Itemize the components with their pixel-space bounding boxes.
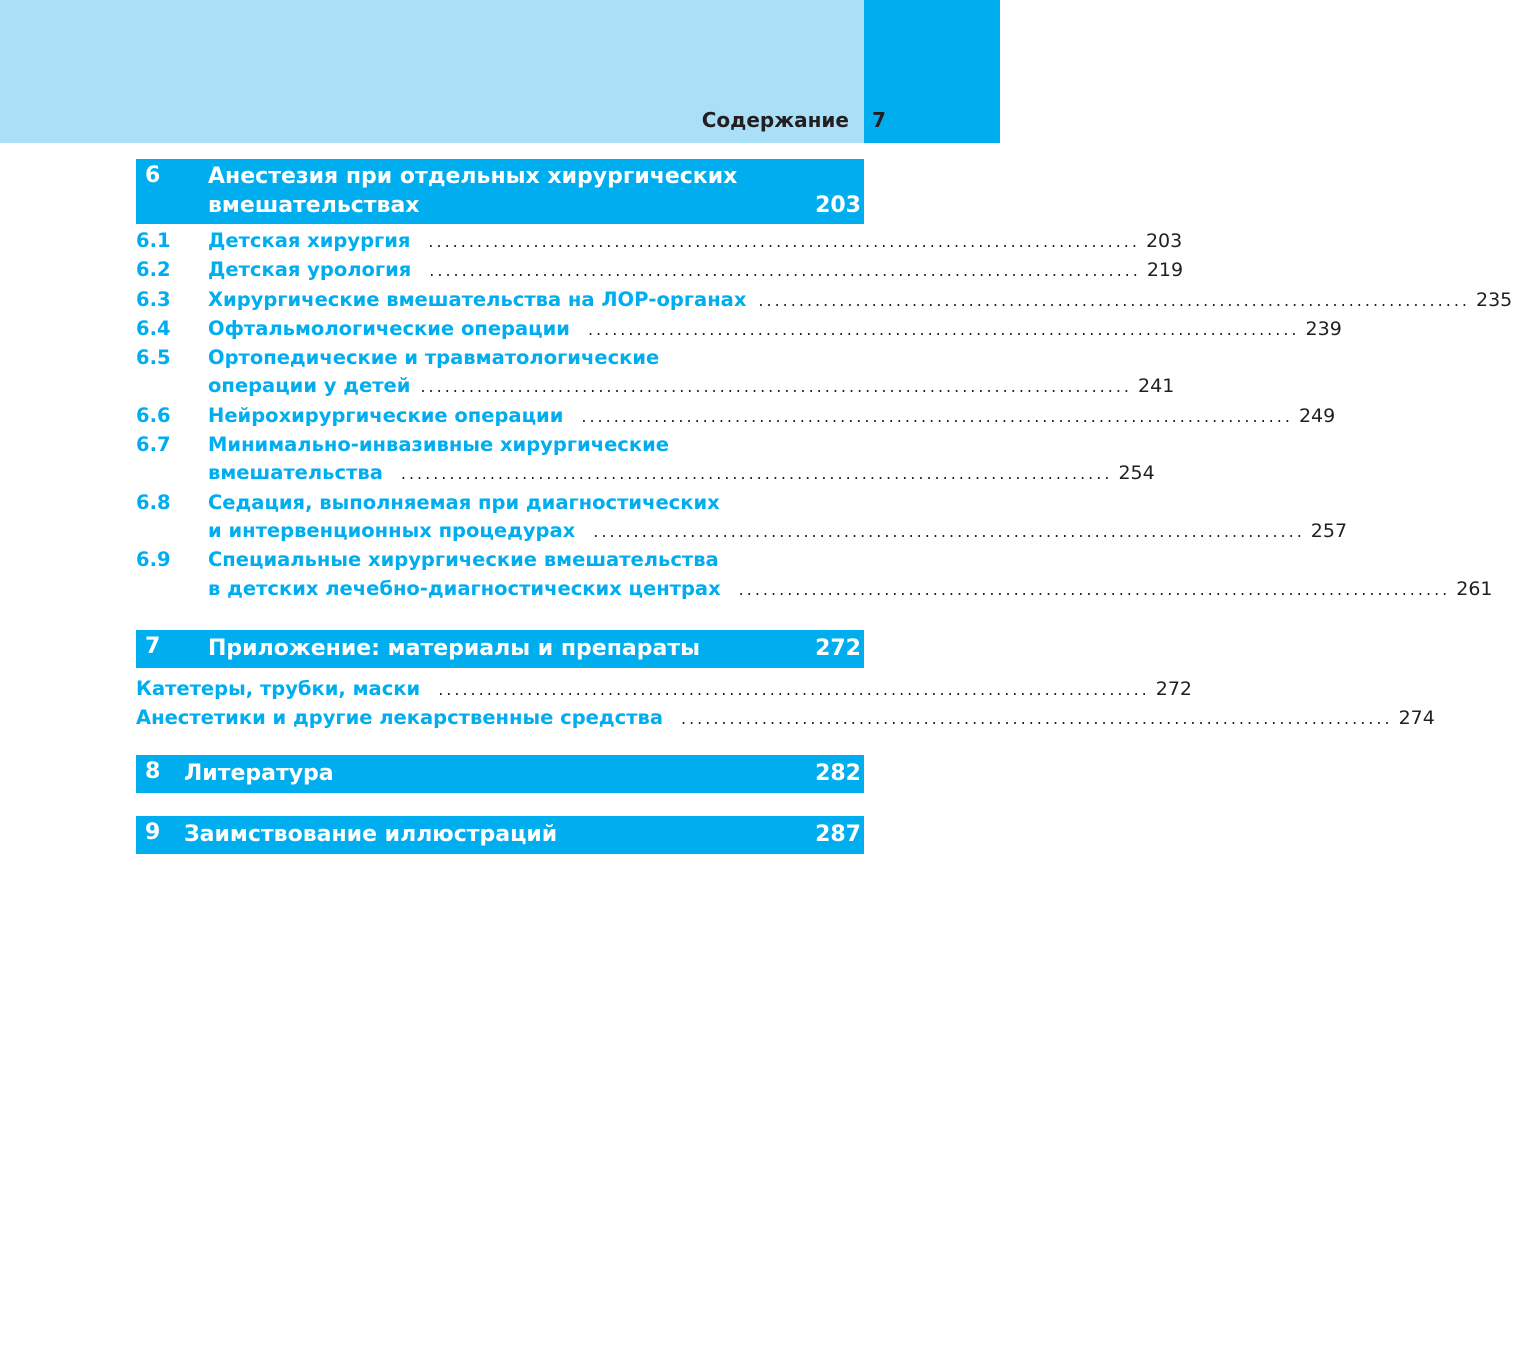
chapter-6-entries: [136, 224, 1513, 604]
entry-title: Офтальмологические операции: [208, 316, 570, 340]
chapter-title-line-2: вмешательствах: [208, 193, 420, 218]
entry-title: Катетеры, трубки, маски: [136, 676, 421, 700]
toc-entry-anesthetics[interactable]: [136, 704, 1435, 733]
toc-entry-6-8[interactable]: [136, 489, 1348, 547]
entry-page: 272: [1155, 677, 1193, 700]
toc-entry-6-7[interactable]: [136, 431, 1155, 489]
entry-title-line-1: Специальные хирургические вмешательства: [208, 548, 719, 572]
entry-page: 219: [1146, 259, 1184, 282]
dot-leader: ........................................................................................: [593, 521, 1305, 541]
chapter-page: 272: [815, 635, 861, 661]
entry-number: 6.7: [136, 433, 171, 457]
chapter-page: 203: [815, 193, 861, 218]
entry-title-line-1: Минимально-инвазивные хирургические: [208, 433, 669, 457]
entry-title-line-2: и интервенционных процедурах: [208, 518, 576, 542]
chapter-number: 9: [145, 820, 161, 846]
chapter-8-heading[interactable]: [136, 755, 864, 793]
dot-leader: ........................................................................................: [428, 232, 1140, 251]
chapter-title: Заимствование иллюстраций: [184, 822, 558, 848]
entry-number: 6.2: [136, 258, 171, 282]
chapter-title: [208, 162, 737, 220]
entry-title: Детская урология: [208, 258, 412, 282]
chapter-number: 8: [145, 759, 161, 785]
toc-entry-6-4[interactable]: [136, 315, 1342, 344]
entry-page: 261: [1456, 577, 1493, 600]
dot-leader: ........................................................................................: [429, 261, 1141, 281]
toc-entry-6-6[interactable]: [136, 402, 1336, 431]
entry-number: 6.1: [136, 229, 171, 252]
toc-entry-6-9[interactable]: [136, 546, 1493, 604]
entry-number: 6.4: [136, 316, 171, 340]
entry-number: 6.9: [136, 548, 171, 572]
running-header-title: Содержание: [701, 108, 849, 132]
dot-leader: ........................................................................................: [581, 406, 1293, 426]
chapter-6-heading[interactable]: [136, 159, 864, 224]
entry-title-line-1: Седация, выполняемая при диагностических: [208, 490, 720, 514]
entry-page: 241: [1138, 375, 1175, 398]
toc-entry-catheters[interactable]: [136, 675, 1193, 704]
dot-leader: ........................................................................................: [738, 579, 1451, 599]
chapter-title: Литература: [184, 761, 334, 787]
dot-leader: ........................................................................................: [587, 319, 1300, 339]
chapter-7-heading[interactable]: [136, 630, 864, 668]
dot-leader: ........................................................................................: [758, 290, 1470, 310]
entry-title: Нейрохирургические операции: [208, 403, 564, 427]
entry-title-line-2: вмешательства: [208, 461, 383, 485]
entry-title-line-2: операции у детей: [208, 374, 411, 398]
toc-entry-6-1[interactable]: [136, 227, 1183, 256]
page-number: 7: [872, 108, 886, 132]
dot-leader: ........................................................................................: [400, 464, 1113, 484]
chapter-title-line-1: Анестезия при отдельных хирургических: [208, 164, 738, 189]
entry-title: Хирургические вмешательства на ЛОР-органах: [208, 287, 747, 311]
entry-number: 6.6: [136, 403, 171, 427]
entry-page: 235: [1475, 288, 1513, 311]
entry-page: 257: [1310, 519, 1348, 542]
chapter-title: Приложение: материалы и препараты: [208, 635, 701, 661]
dot-leader: ........................................................................................: [420, 377, 1133, 397]
chapter-9-heading[interactable]: [136, 816, 864, 854]
entry-page: 254: [1118, 462, 1155, 485]
entry-title: Детская хирургия: [208, 229, 411, 252]
toc-entry-6-5[interactable]: [136, 344, 1175, 402]
chapter-number: 6: [145, 163, 161, 188]
table-of-contents: [136, 159, 1513, 854]
entry-number: 6.8: [136, 490, 171, 514]
entry-number: 6.3: [136, 287, 171, 311]
toc-entry-6-3[interactable]: [136, 286, 1513, 315]
entry-title: Анестетики и другие лекарственные средства: [136, 706, 663, 730]
dot-leader: ........................................................................................: [681, 709, 1393, 729]
entry-title-line-1: Ортопедические и травматологические: [208, 346, 660, 370]
chapter-number: 7: [145, 633, 161, 659]
entry-page: 249: [1298, 404, 1336, 427]
chapter-page: 287: [815, 822, 861, 848]
toc-entry-6-2[interactable]: [136, 256, 1184, 285]
entry-title-line-2: в детских лечебно-диагностических центрах: [208, 576, 721, 600]
entry-page: 274: [1398, 707, 1435, 730]
entry-number: 6.5: [136, 346, 171, 370]
chapter-7-entries: [136, 668, 1435, 734]
entry-page: 203: [1145, 230, 1183, 252]
dot-leader: ........................................................................................: [438, 679, 1150, 699]
chapter-page: 282: [815, 761, 861, 787]
entry-page: 239: [1305, 317, 1342, 340]
